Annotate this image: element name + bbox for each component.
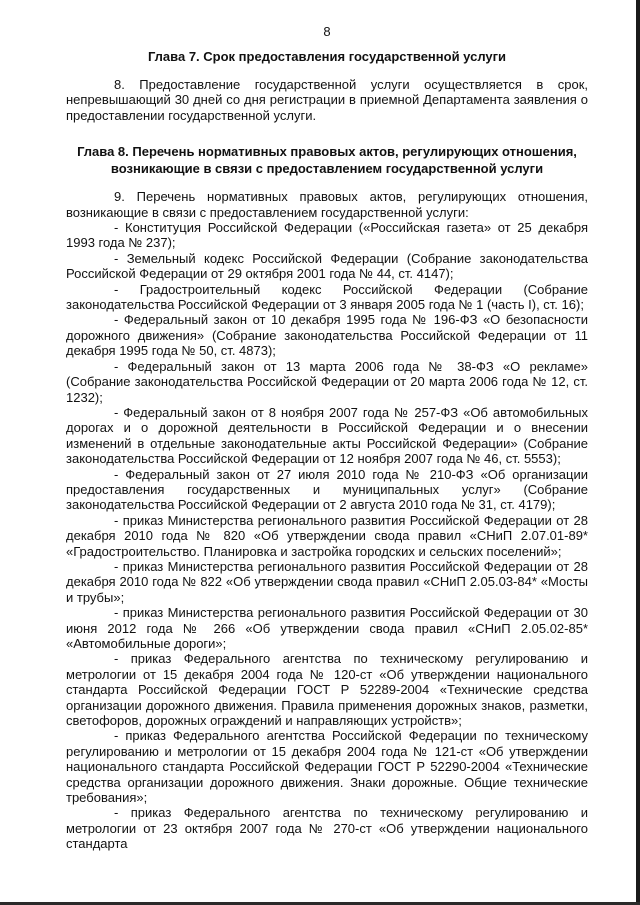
chapter-8-title-line-1: Глава 8. Перечень нормативных правовых актов, регулирующих отношения, <box>77 144 577 160</box>
law-list-item: - приказ Министерства регионального развития Российской Федерации от 28 декабря 2010 года № 820 «Об утверждении свода правил «СНиП 2.07.01-89* «Градостроительство. Планировка и застройка городских и сельских поселений»; <box>66 512 588 559</box>
law-list-item: - приказ Федерального агентства по техническому регулированию и метрологии от 15 декабря 2004 года № 120-ст «Об утверждении национального стандарта Российской Федерации ГОСТ Р 52289-2004 «Технические средства организации дорожного движения. Правила применения дорожных знаков, разметки, светофоров, дорожных ограждений и направляющих устройств»; <box>66 651 588 729</box>
law-list-item: - Земельный кодекс Российской Федерации (Собрание законодательства Российской Федерации от 29 октября 2001 года № 44, ст. 4147); <box>66 250 588 282</box>
law-list-item: - Конституция Российской Федерации («Российская газета» от 25 декабря 1993 года № 237); <box>66 220 588 251</box>
paragraph-8: 8. Предоставление государственной услуги осуществляется в срок, непревышающий 30 дней со дня регистрации в приемной Департамента заявления о предоставлении государственной услуги. <box>66 77 588 123</box>
law-list-item: - Градостроительный кодекс Российской Федерации (Собрание законодательства Российской Федерации от 3 января 2005 года № 1 (часть I), ст. 16); <box>66 281 588 313</box>
scan-edge-right <box>636 0 640 905</box>
law-list-item: - приказ Министерства регионального развития Российской Федерации от 28 декабря 2010 года № 822 «Об утверждении свода правил «СНиП 2.05.03-84* «Мосты и трубы»; <box>66 558 588 605</box>
law-list-item: - Федеральный закон от 10 декабря 1995 года № 196-ФЗ «О безопасности дорожного движения» (Собрание законодательства Российской Федерации от 11 декабря 1995 года № 50, ст. 4873); <box>66 312 588 359</box>
law-list-item: - Федеральный закон от 8 ноября 2007 года № 257-ФЗ «Об автомобильных дорогах и о дорожной деятельности в Российской Федерации и о внесении изменений в отдельные законодательные акты Российской Федерации» (Собрание законодательства Российской Федерации от 12 ноября 2007 года № 46, ст. 5553); <box>66 404 588 467</box>
law-list-item: - приказ Министерства регионального развития Российской Федерации от 30 июня 2012 года № 266 «Об утверждении свода правил «СНиП 2.05.02-85* «Автомобильные дороги»; <box>66 605 588 651</box>
law-list-item: - Федеральный закон от 13 марта 2006 года № 38-ФЗ «О рекламе» (Собрание законодательства Российской Федерации от 20 марта 2006 года № 12, ст. 1232); <box>66 358 588 405</box>
chapter-8-title <box>66 143 588 177</box>
paragraph-9-intro: 9. Перечень нормативных правовых актов, регулирующих отношения, возникающие в связи с предоставлением государственной услуги: <box>66 189 588 220</box>
chapter-7-title: Глава 7. Срок предоставления государственной услуги <box>147 49 507 64</box>
law-list-item: - Федеральный закон от 27 июля 2010 года № 210-ФЗ «Об организации предоставления государственных и муниципальных услуг» (Собрание законодательства Российской Федерации от 2 августа 2010 года № 31, ст. 4179); <box>66 466 588 513</box>
law-list-item: - приказ Федерального агентства Российской Федерации по техническому регулированию и метрологии от 15 декабря 2004 года № 121-ст «Об утверждении национального стандарта Российской Федерации ГОСТ Р 52290-2004 «Технические средства организации дорожного движения. Знаки дорожные. Общие технические требования»; <box>66 728 588 806</box>
chapter-8-title-line-2: возникающие в связи с предоставлением государственной услуги <box>110 161 544 177</box>
law-list-item: - приказ Федерального агентства по техническому регулированию и метрологии от 23 октября 2007 года № 270-ст «Об утверждении национального стандарта <box>66 805 588 852</box>
page-number: 8 <box>323 24 331 39</box>
